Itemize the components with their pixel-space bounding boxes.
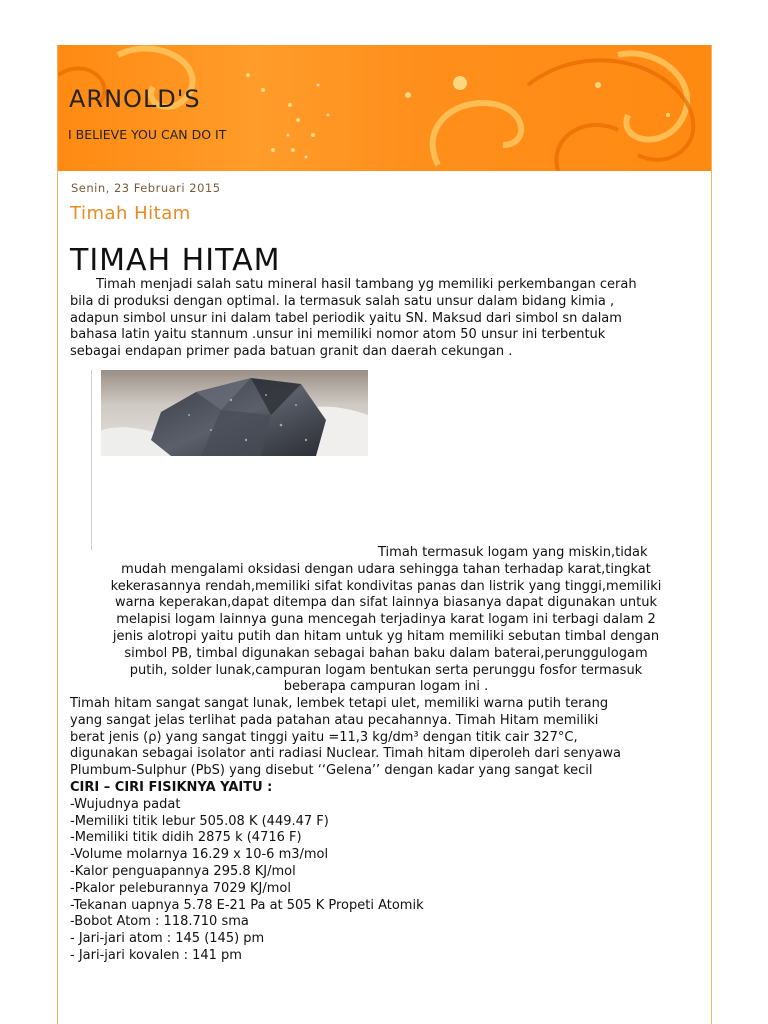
characteristics-list [70,780,702,965]
list-item: -Volume molarnya 16.29 x 10-6 m3/mol [70,847,329,863]
text-line: melapisi logam lainnya guna mencegah terjadinya karat logam ini terbagi dalam 2 [116,612,656,628]
list-item: -Memiliki titik lebur 505.08 K (449.47 F) [70,813,329,829]
divider [91,370,92,550]
blog-header [58,45,711,171]
text-line: simbol PB, timbal digunakan sebagai bahan baku dalam baterai,perunggulogam [124,645,648,661]
text-line: Timah menjadi salah satu mineral hasil tambang yg memiliki perkembangan cerah [96,277,637,292]
post-title[interactable]: Timah Hitam [70,203,191,224]
timah-hitam-image[interactable] [101,370,368,456]
list-item: -Tekanan uapnya 5.78 E-21 Pa at 505 K Propeti Atomik [70,897,424,913]
list-item: -Pkalor peleburannya 7029 KJ/mol [70,880,291,896]
list-item: -Bobot Atom : 118.710 sma [70,914,249,930]
blog-title[interactable]: ARNOLD'S [69,85,201,113]
text-line: mudah mengalami oksidasi dengan udara sehingga tahan terhadap karat,tingkat [121,561,651,577]
text-line: sebagai endapan primer pada batuan granit dan daerah cekungan . [70,344,513,360]
list-item: -Memiliki titik didih 2875 k (4716 F) [70,830,302,846]
text-line: berat jenis (ρ) yang sangat tinggi yaitu =11,3 kg/dm³ dengan titik cair 327°C, [70,729,578,745]
text-line: beberapa campuran logam ini . [283,679,489,695]
list-item: - Jari-jari atom : 145 (145) pm [70,931,265,947]
text-line: kekerasannya rendah,memiliki sifat kondivitas panas dan listrik yang tinggi,memiliki [110,578,662,594]
text-line: bila di produksi dengan optimal. Ia termasuk salah satu unsur dalam bidang kimia , [70,293,615,309]
list-item: -Wujudnya padat [70,796,181,812]
text-line: jenis alotropi yaitu putih dan hitam untuk yg hitam memiliki sebutan timbal dengan [112,628,660,644]
text-line: warna keperakan,dapat ditempa dan sifat lainnya biasanya dapat digunakan untuk [115,595,657,611]
characteristics-heading: CIRI – CIRI FISIKNYA YAITU : [70,780,273,795]
text-line: bahasa latin yaitu stannum .unsur ini memiliki nomor atom 50 unsur ini terbentuk [70,327,606,343]
text-line: Plumbum-Sulphur (PbS) yang disebut ‘‘Gelena’’ dengan kadar yang sangat kecil [70,763,593,779]
text-line: digunakan sebagai isolator anti radiasi Nuclear. Timah hitam diperoleh dari senyawa [70,746,621,762]
post-heading: TIMAH HITAM [70,243,281,278]
text-line: yang sangat jelas terlihat pada patahan atau pecahannya. Timah Hitam memiliki [70,712,599,728]
list-item: - Jari-jari kovalen : 141 pm [70,947,242,963]
text-line: putih, solder lunak,campuran logam bentukan serta perunggu fosfor termasuk [129,662,643,678]
paragraph-properties [70,545,702,696]
rock-photo [101,370,368,456]
blog-page [57,45,712,1024]
paragraph-description [70,696,702,780]
post-date: Senin, 23 Februari 2015 [71,181,221,195]
text-line: Timah hitam sangat sangat lunak, lembek tetapi ulet, memiliki warna putih terang [70,696,609,711]
text-line: Timah termasuk logam yang miskin,tidak [378,545,648,560]
list-item: -Kalor penguapannya 295.8 KJ/mol [70,863,296,879]
paragraph-intro [70,277,702,361]
text-line: adapun simbol unsur ini dalam tabel periodik yaitu SN. Maksud dari simbol sn dalam [70,310,622,326]
blog-tagline: I BELIEVE YOU CAN DO IT [68,127,227,142]
